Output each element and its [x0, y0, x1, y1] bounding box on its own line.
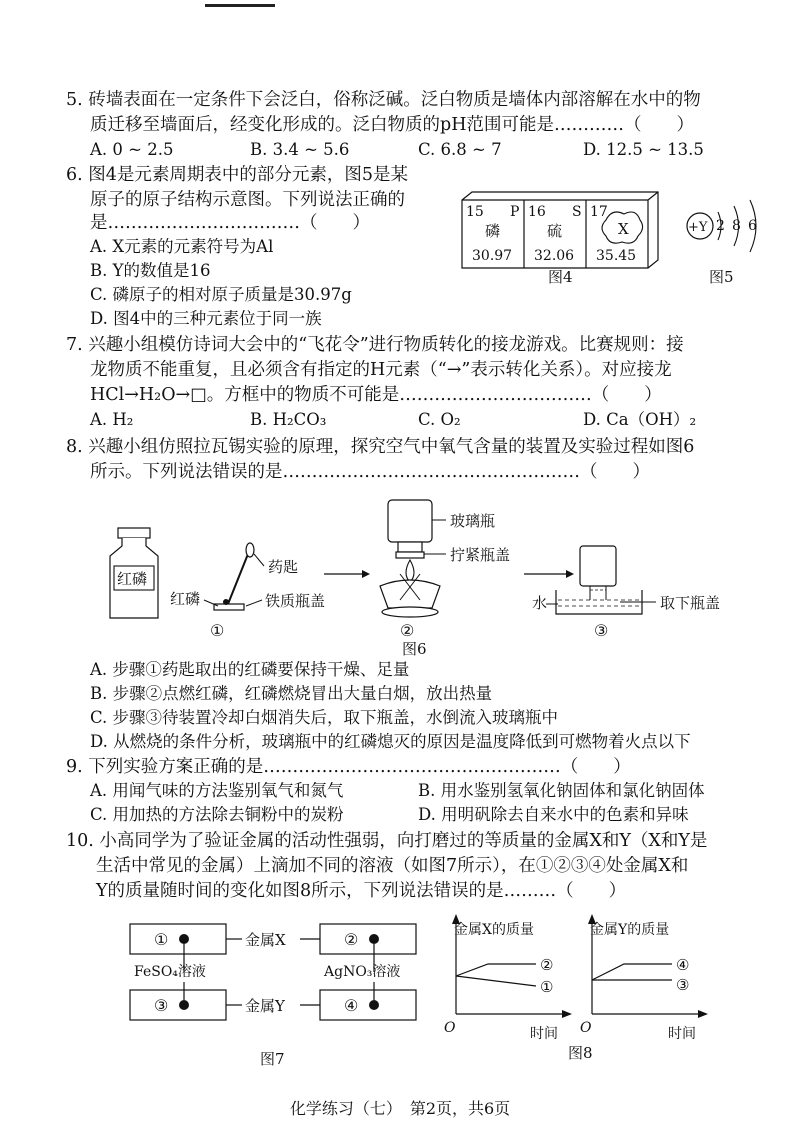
spoon-label: 药匙 — [268, 558, 299, 576]
q5-stem-1: 5. 砖墙表面在一定条件下会泛白，俗称泛碱。泛白物质是墙体内部溶解在水中的物 — [66, 90, 701, 110]
q9-option-a: A. 用闻气味的方法鉴别氧气和氮气 — [90, 781, 344, 800]
q10-stem-2: 生活中常见的金属）上滴加不同的溶液（如图7所示），在①②③④处金属X和 — [96, 856, 689, 876]
figure-5-caption: 图5 — [709, 268, 734, 286]
spot-3-label: ③ — [154, 996, 169, 1015]
q9-stem: 9. 下列实验方案正确的是……………………………………………（ ） — [66, 757, 631, 777]
bottle-label: 红磷 — [117, 570, 148, 588]
q6-option-d: D. 图4中的三种元素位于同一族 — [90, 309, 322, 328]
q8-stem-2: 所示。下列说法错误的是……………………………………………（ ） — [90, 462, 650, 482]
right-lower-label: ③ — [676, 976, 690, 994]
shell-1-count: 2 — [716, 218, 725, 234]
q7-option-d: D. Ca（OH）₂ — [583, 410, 697, 429]
glass-bottle-label: 玻璃瓶 — [450, 512, 496, 530]
flame — [406, 560, 414, 582]
water-label: 水 — [532, 594, 548, 612]
q7-stem-3: HCl→H₂O→□。方框中的物质不可能是……………………………（ ） — [90, 385, 662, 405]
spot-2-label: ② — [344, 930, 359, 949]
element-17-number: 17 — [590, 204, 608, 220]
alcohol-lamp — [380, 580, 440, 608]
iron-cap-label: 铁质瓶盖 — [265, 592, 326, 610]
spoon — [228, 554, 248, 604]
left-lower-label: ① — [540, 978, 554, 996]
nucleus-label: +Y — [688, 220, 708, 235]
shell-3-count: 6 — [748, 218, 757, 234]
right-upper-curve — [592, 964, 672, 980]
element-15-mass: 30.97 — [472, 248, 513, 264]
step-1-label: ① — [210, 621, 225, 640]
figure-6-experiment — [100, 490, 740, 660]
iron-cap — [214, 604, 244, 610]
right-graph-ylabel: 金属Y的质量 — [590, 922, 670, 938]
top-mark — [205, 4, 275, 7]
q6-option-c: C. 磷原子的相对原子质量是30.97g — [90, 285, 352, 304]
element-15-name: 磷 — [485, 222, 501, 240]
figure-7-caption: 图7 — [260, 1050, 285, 1068]
feso4-label: FeSO₄溶液 — [134, 964, 206, 980]
element-16-number: 16 — [528, 204, 546, 220]
element-15-number: 15 — [466, 204, 484, 220]
left-graph-origin: O — [444, 1020, 456, 1036]
spot-4-label: ④ — [344, 996, 359, 1015]
element-15-symbol: P — [510, 204, 520, 220]
q8-option-c: C. 步骤③待装置冷却白烟消失后，取下瓶盖，水倒流入玻璃瓶中 — [90, 708, 559, 727]
spot-1-label: ① — [154, 930, 169, 949]
left-graph-xlabel: 时间 — [530, 1026, 558, 1042]
figure-6-caption: 图6 — [402, 640, 427, 658]
figure-7-setup — [124, 914, 434, 1074]
tighten-cap-label: 拧紧瓶盖 — [450, 546, 511, 564]
right-upper-label: ④ — [676, 956, 690, 974]
q8-option-d: D. 从燃烧的条件分析，玻璃瓶中的红磷熄灭的原因是温度降低到可燃物着火点以下 — [90, 732, 691, 751]
left-upper-label: ② — [540, 956, 554, 974]
q7-stem-2: 龙物质不能重复，且必须含有指定的H元素（“→”表示转化关系）。对应接龙 — [90, 360, 672, 380]
q5-option-b: B. 3.4 ~ 5.6 — [250, 140, 350, 159]
q6-option-a: A. X元素的元素符号为Al — [90, 237, 274, 256]
glass-bottle — [388, 500, 432, 542]
q10-stem-3: Y的质量随时间的变化如图8所示，下列说法错误的是………（ ） — [96, 881, 627, 901]
q8-option-a: A. 步骤①药匙取出的红磷要保持干燥、足量 — [90, 660, 410, 679]
q6-stem-3: 是……………………………（ ） — [90, 213, 370, 233]
step-3-label: ③ — [594, 621, 609, 640]
right-graph-xlabel: 时间 — [668, 1026, 696, 1042]
q7-stem-1: 7. 兴趣小组模仿诗词大会中的“飞花令”进行物质转化的接龙游戏。比赛规则：接 — [66, 335, 684, 355]
step-2-label: ② — [400, 621, 415, 640]
figure-4-caption: 图4 — [548, 268, 573, 286]
q5-stem-2: 质迁移至墙面后，经变化形成的。泛白物质的pH范围可能是…………（ ） — [90, 115, 694, 135]
remove-cap-label: 取下瓶盖 — [660, 594, 721, 612]
left-graph-ylabel: 金属X的质量 — [454, 922, 534, 938]
left-lower-curve — [456, 976, 536, 986]
element-16-name: 硫 — [547, 222, 563, 240]
q8-option-b: B. 步骤②点燃红磷，红磷燃烧冒出大量白烟，放出热量 — [90, 684, 493, 703]
q6-stem-2: 原子的原子结构示意图。下列说法正确的 — [90, 190, 405, 210]
glass-bottle-inverted — [580, 546, 616, 586]
figure-8-graphs — [440, 906, 770, 1064]
metal-y-label: 金属Y — [245, 997, 285, 1015]
element-16-symbol: S — [572, 204, 582, 220]
q9-option-c: C. 用加热的方法除去铜粉中的炭粉 — [90, 805, 344, 824]
figure-8-caption: 图8 — [568, 1044, 593, 1062]
figure-5-atom-structure — [684, 192, 780, 266]
q5-option-a: A. 0 ~ 2.5 — [90, 140, 174, 159]
element-17-symbol: X — [618, 220, 629, 238]
q8-stem-1: 8. 兴趣小组仿照拉瓦锡实验的原理，探究空气中氧气含量的装置及实验过程如图6 — [66, 437, 695, 457]
q5-option-c: C. 6.8 ~ 7 — [418, 140, 502, 159]
element-17-mass: 35.45 — [596, 248, 637, 264]
shell-2-count: 8 — [732, 218, 741, 234]
q7-option-c: C. O₂ — [418, 410, 461, 429]
q6-stem-1: 6. 图4是元素周期表中的部分元素，图5是某 — [66, 165, 409, 185]
q5-option-d: D. 12.5 ~ 13.5 — [583, 140, 704, 159]
q9-option-d: D. 用明矾除去自来水中的色素和异味 — [418, 805, 689, 824]
right-graph-origin: O — [580, 1020, 592, 1036]
left-upper-curve — [456, 964, 536, 976]
q10-stem-1: 10. 小高同学为了验证金属的活动性强弱，向打磨过的等质量的金属X和Y（X和Y是 — [66, 831, 708, 851]
metal-x-label: 金属X — [245, 931, 286, 949]
q9-option-b: B. 用水鉴别氢氧化钠固体和氯化钠固体 — [418, 781, 705, 800]
agno3-label: AgNO₃溶液 — [324, 964, 401, 980]
red-phosphorus-label: 红磷 — [170, 590, 201, 608]
page-footer: 化学练习（七） 第2页，共6页 — [289, 1099, 511, 1118]
element-16-mass: 32.06 — [534, 248, 575, 264]
q6-option-b: B. Y的数值是16 — [90, 261, 211, 280]
q7-option-b: B. H₂CO₃ — [250, 410, 327, 429]
q7-option-a: A. H₂ — [90, 410, 134, 429]
